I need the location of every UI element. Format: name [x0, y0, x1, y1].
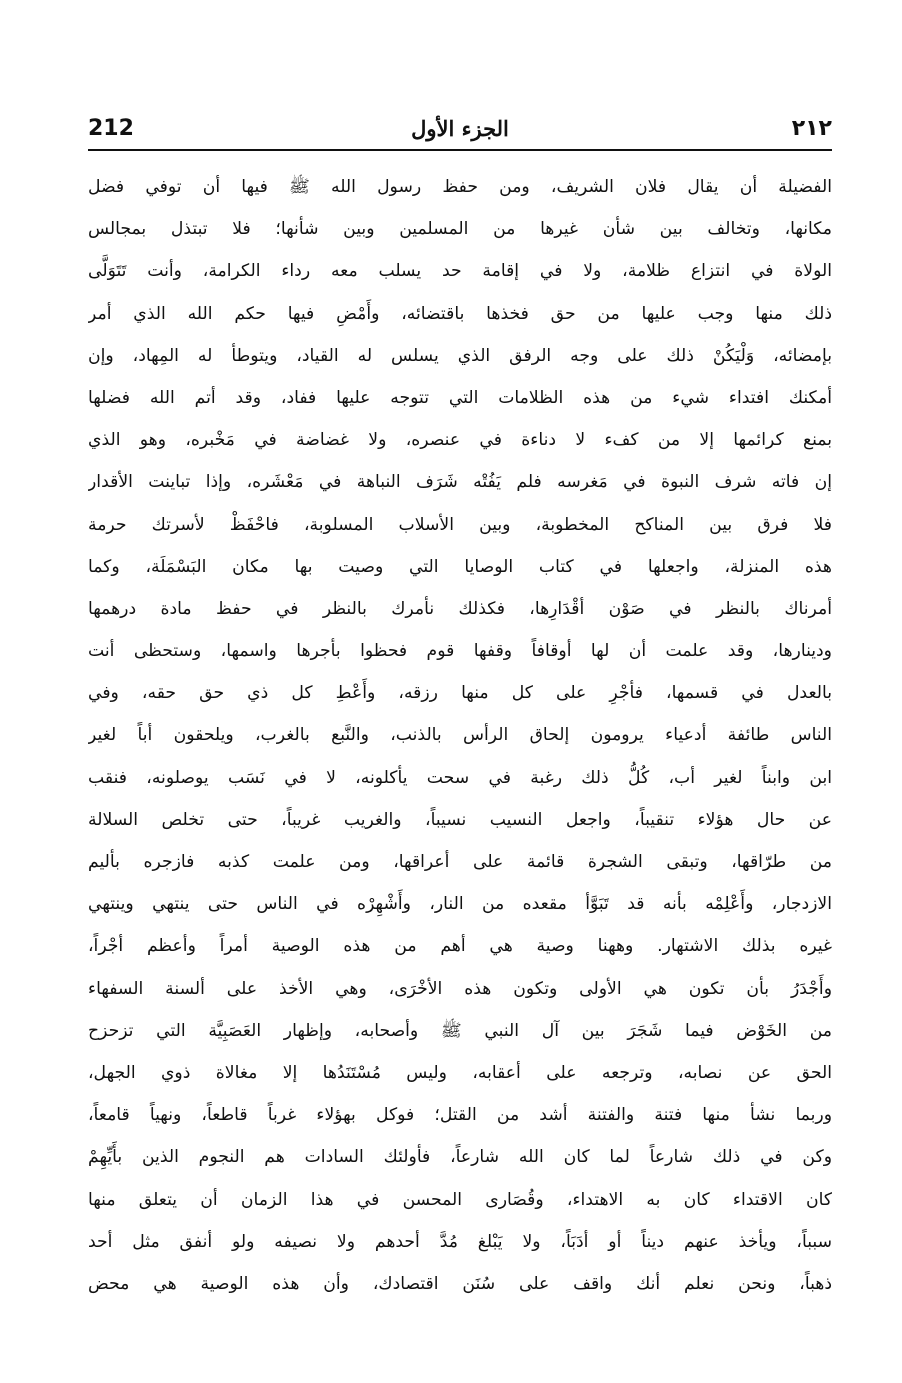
text-line: وربما نشأ منها فتنة والفتنة أشد من القتل؛ فوكل بهؤلاء غرباً قاطعاً، ونهياً قامعاً،: [88, 1105, 832, 1126]
text-line: ابن وابناً لغير أب، كُلُّ ذلك رغبة في سحت يأكلونه، لا في نَسَب يوصلونه، فنقب: [88, 767, 832, 788]
page-number-arabic: ٢١٢: [791, 115, 832, 141]
text-line: أمرناك بالنظر في صَوْن أقْدَارِها، فكذلك نأمرك بالنظر في حفظ مادة درهمها: [88, 598, 832, 619]
text-line: ذلك منها وجب عليها من حق فخذها باقتضائه، وأَمْضِ فيها حكم الله الذي أمر: [88, 303, 832, 324]
text-line: كان الاقتداء كان به الاهتداء، وقُصَارى المحسن في هذا الزمان أن يتعلق منها: [88, 1189, 832, 1210]
text-line: وأَجْدَرُ بأن تكون هي الأولى وتكون هذه الأخْرَى، وهي الأخذ على ألسنة السفهاء: [88, 978, 832, 999]
text-line: الولاة في انتزاع ظلامة، ولا في إقامة حد يسلب معه رداء الكرامة، وأنت تَتَوَلَّى: [88, 261, 832, 282]
page-number-latin: 212: [88, 115, 134, 141]
text-line: إن فاته شرف النبوة في مَغرسه فلم يَفُتْه شَرَف النباهة في مَعْشَره، وإذا تباينت الأقدار: [88, 472, 832, 493]
text-line: من الخَوْض فيما شَجَرَ بين آل النبي ﷺ وأصحابه، وإظهار العَصَبِيَّة التي تزحزح: [88, 1020, 832, 1041]
text-line: بإمضائه، وَلْيَكُنْ ذلك على وجه الرفق الذي يسلس له القياد، ويتوطأ له المِهاد، وإن: [88, 345, 832, 366]
body-text: [88, 166, 832, 1305]
text-line: سبباً، ويأخذ عنهم ديناً أو أدَبَاً، ولا يَبْلغ مُدَّ أحدهم ولا نصيفه ولو أنفق مثل أحد: [88, 1231, 832, 1252]
text-line: ودينارها، وقد علمت أن لها أوقافاً وقفها قوم فحظوا بأجرها واسمها، وستحظى أنت: [88, 641, 832, 662]
running-title: الجزء الأول: [411, 115, 509, 141]
text-line: من طرّاقها، وتبقى الشجرة قائمة على أعراقها، ومن علمت كذبه فازجره بأليم: [88, 852, 832, 872]
text-line: الحق عن نصابه، وترجعه على أعقابه، وليس مُسْتَنَدُها إلا مغالاة ذوي الجهل،: [88, 1062, 832, 1083]
text-line: عن حال هؤلاء تنقيباً، واجعل النسيب نسيباً، والغريب غريباً، حتى تخلص السلالة: [88, 809, 832, 830]
text-line: فلا فرق بين المناكح المخطوبة، وبين الأسلاب المسلوبة، فاحْفَظْ لأسرتك حرمة: [88, 514, 832, 535]
text-line: هذه المنزلة، واجعلها في كتاب الوصايا التي وصيت بها مكان البَسْمَلَة، وكما: [88, 556, 832, 577]
text-line: مكانها، وتخالف بين شأن غيرها من المسلمين وبين شأنها؛ فلا تبتذل بمجالس: [88, 219, 832, 240]
text-line: الناس طائفة أدعياء يرومون إلحاق الرأس بالذنب، والنَّبع بالغرب، ويلحقون أباً لغير: [88, 725, 832, 746]
text-line: الفضيلة أن يقال فلان الشريف، ومن حفظ رسول الله ﷺ فيها أن توفي فضل: [88, 177, 832, 197]
text-line: الازدجار، وأَعْلِمْه بأنه قد تَبَوَّأ مقعده من النار، وأَشْهِرْه في الناس حتى ينتهي وينتهي: [88, 894, 832, 915]
text-line: وكن في ذلك شارعاً لما كان الله شارعاً، فأولئك السادات هم النجوم الذين بأَيِّهِمْ: [88, 1147, 832, 1168]
text-line: بمنع كرائمها إلا من كفء لا دناءة في عنصره، ولا غضاضة في مَخْبره، وهو الذي: [88, 430, 832, 451]
text-line: غيره بذلك الاشتهار. وههنا وصية هي أهم من هذه الوصية أمراً وأعظم أجْراً،: [88, 936, 832, 957]
header-divider: [88, 149, 832, 151]
text-line: بالعدل في قسمها، فأجْرِ على كل منها رزقه، وأَعْطِ كل ذي حق حقه، وفي: [88, 683, 832, 704]
text-line: أمكنك افتداء شيء من هذه الظلامات التي تتوجه عليها ففاد، وقد أتم الله فضلها: [88, 387, 832, 408]
text-line: ذهباً، ونحن نعلم أنك واقف على سُنَن اقتصادك، وأن هذه الوصية هي محض: [88, 1273, 832, 1294]
page-header: [88, 108, 832, 148]
